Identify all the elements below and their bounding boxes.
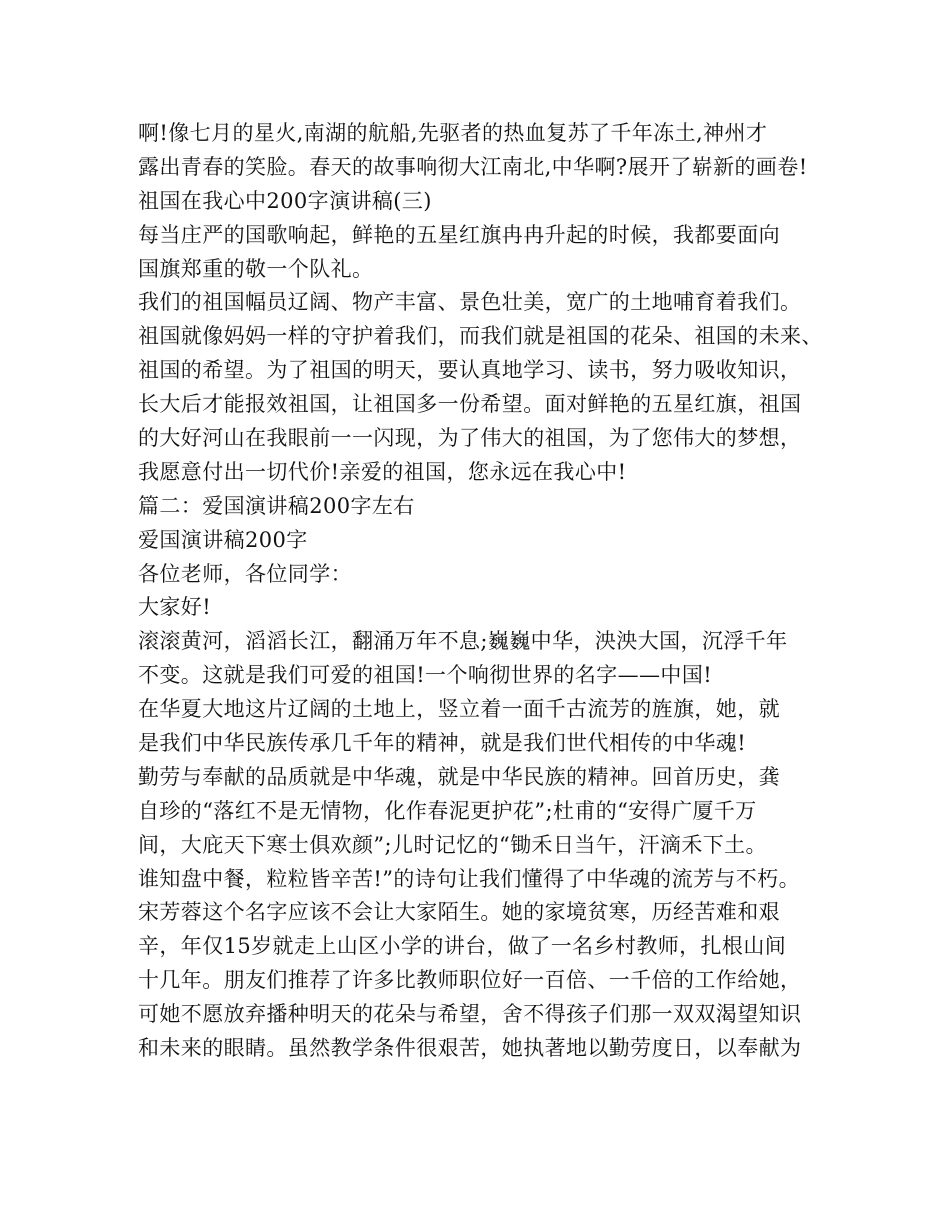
text-line: 自珍的“落红不是无情物，化作春泥更护花”;杜甫的“安得广厦千万	[138, 798, 757, 823]
text-line: 辛，年仅15岁就走上山区小学的讲台，做了一名乡村教师，扎根山间	[138, 934, 787, 959]
text-line: 我们的祖国幅员辽阔、物产丰富、景色壮美，宽广的土地哺育着我们。	[138, 290, 802, 315]
section-heading: 篇二：爱国演讲稿200字左右	[138, 493, 415, 518]
text-line: 在华夏大地这片辽阔的土地上，竖立着一面千古流芳的旌旗，她，就	[138, 697, 780, 722]
section-subheading: 爱国演讲稿200字	[138, 527, 308, 552]
text-line: 的大好河山在我眼前一一闪现，为了伟大的祖国，为了您伟大的梦想，	[138, 426, 802, 451]
text-line: 国旗郑重的敬一个队礼。	[138, 256, 374, 281]
greeting-line: 大家好!	[138, 595, 212, 620]
text-line: 和未来的眼睛。虽然教学条件很艰苦，她执著地以勤劳度日，以奉献为	[138, 1036, 802, 1061]
text-line: 宋芳蓉这个名字应该不会让大家陌生。她的家境贫寒，历经苦难和艰	[138, 900, 780, 925]
salutation-line: 各位老师，各位同学：	[138, 561, 352, 586]
text-line: 勤劳与奉献的品质就是中华魂，就是中华民族的精神。回首历史，龚	[138, 764, 780, 789]
text-line: 可她不愿放弃播种明天的花朵与希望，舍不得孩子们那一双双渴望知识	[138, 1002, 802, 1027]
section-heading: 祖国在我心中200字演讲稿(三)	[138, 188, 432, 213]
text-line: 祖国的希望。为了祖国的明天，要认真地学习、读书，努力吸收知识，	[138, 358, 802, 383]
text-line: 长大后才能报效祖国，让祖国多一份希望。面对鲜艳的五星红旗，祖国	[138, 392, 802, 417]
text-line: 我愿意付出一切代价!亲爱的祖国，您永远在我心中!	[138, 459, 627, 484]
text-line: 谁知盘中餐，粒粒皆辛苦!”的诗句让我们懂得了中华魂的流芳与不朽。	[138, 866, 800, 891]
text-line: 滚滚黄河，滔滔长江，翻涌万年不息;巍巍中华，泱泱大国，沉浮千年	[138, 629, 788, 654]
text-line: 是我们中华民族传承几千年的精神，就是我们世代相传的中华魂!	[138, 731, 747, 756]
document-body	[138, 117, 838, 1066]
text-line: 露出青春的笑脸。春天的故事响彻大江南北,中华啊?展开了崭新的画卷!	[138, 154, 808, 179]
text-line: 啊!像七月的星火,南湖的航船,先驱者的热血复苏了千年冻土,神州才	[138, 121, 768, 145]
text-line: 祖国就像妈妈一样的守护着我们，而我们就是祖国的花朵、祖国的未来、	[138, 324, 823, 349]
text-line: 每当庄严的国歌响起，鲜艳的五星红旗冉冉升起的时候，我都要面向	[138, 222, 780, 247]
text-line: 间，大庇天下寒士俱欢颜”;儿时记忆的“锄禾日当午，汗滴禾下土。	[138, 832, 767, 857]
text-line: 十几年。朋友们推荐了许多比教师职位好一百倍、一千倍的工作给她，	[138, 968, 802, 993]
text-line: 不变。这就是我们可爱的祖国!一个响彻世界的名字——中国!	[138, 663, 713, 688]
